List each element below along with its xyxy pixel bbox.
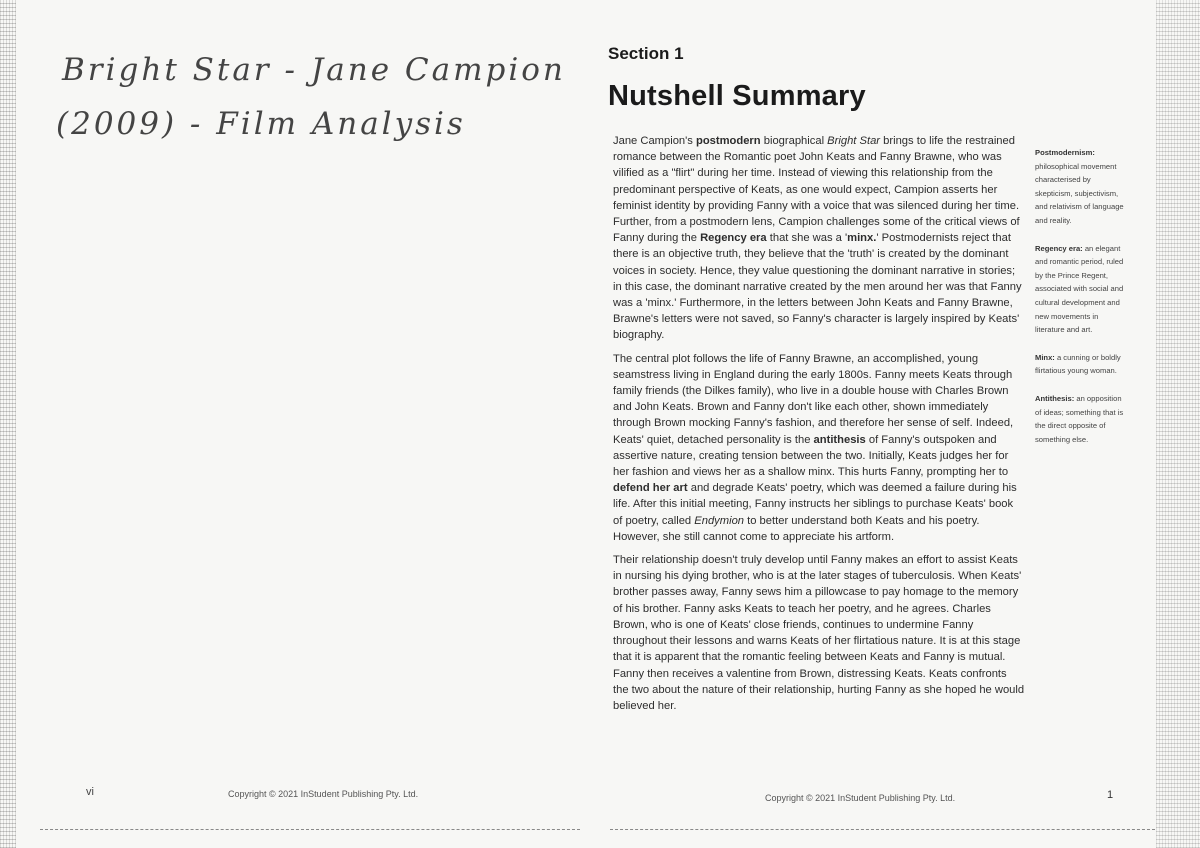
section-label: Section 1 xyxy=(608,44,684,63)
text-run: that she was a ' xyxy=(766,232,848,245)
keyword-antithesis: antithesis xyxy=(813,433,866,446)
glossary-entry-antithesis xyxy=(1035,392,1125,446)
keyword-postmodern: postmodern xyxy=(695,135,761,147)
glossary-definition: a cunning or boldly flirtatious young woman. xyxy=(1035,352,1121,376)
left-page xyxy=(0,0,590,848)
summary-paragraph-3: Their relationship doesn't truly develop until Fanny makes an effort to assist Keats in nursing his dying brother, who is at the later stages of tuberculosis. When Keats' brother passes away, Fanny sews him a pillowcase to pay homage to the memory of his brother. Fanny asks Keats to teach her poetry, and he agrees. Charles Brown, who is one of Keats' close friends, continues to undermine Fanny throughout their lessons and warns Keats of her flirtatious nature. It is at this stage that it is apparent that the romantic feeling between Keats and Fanny is mutual. Fanny then receives a valentine from Brown, distressing Keats. Keats confronts the two about the nature of their relationship, hurting Fanny as she hoped he would believed her. xyxy=(613,554,1025,712)
book-title-endymion: Endymion xyxy=(694,514,745,527)
left-page-number: vi xyxy=(86,786,94,798)
text-run: biographical xyxy=(760,135,828,147)
glossary-entry-postmodernism xyxy=(1035,146,1125,228)
glossary-sidebar xyxy=(1035,146,1125,460)
handwritten-title-line-1: Bright Star - Jane Campion xyxy=(62,52,566,88)
right-page-number: 1 xyxy=(1107,789,1114,801)
glossary-term: Antithesis: xyxy=(1035,393,1075,403)
text-run: of Fanny's outspoken and assertive nature, creating tension between the two. Initially, Keats judges her for her fashion and views her as a shallow minx. This hurts Fanny, prompting her to xyxy=(613,433,1009,479)
glossary-definition: an opposition of ideas; something that is the direct opposite of something else. xyxy=(1035,393,1124,444)
summary-paragraph-1 xyxy=(613,133,1025,344)
keyword-defend-her-art: defend her art xyxy=(613,482,688,495)
glossary-term: Minx: xyxy=(1035,352,1055,362)
left-bottom-rule xyxy=(40,829,580,830)
text-run: Jane Campion's xyxy=(613,135,696,147)
scan-edge-right xyxy=(1156,0,1200,848)
text-run: The central plot follows the life of Fanny Brawne, an accomplished, young seamstress living in England during the early 1800s. Fanny meets Keats through family friends (the Dilkes family), who live in a double house with Charles Brown and John Keats. Brown and Fanny don't like each other, shown immediately through Brown mocking Fanny's fashion, and therefore her sense of self. Indeed, Keats' quiet, detached personality is the xyxy=(613,352,1014,446)
text-run: and degrade Keats' poetry, which was deemed a failure during his life. After this initial meeting, Fanny instructs her siblings to purchase Keats' book of poetry, called xyxy=(613,482,1017,527)
page-title: Nutshell Summary xyxy=(608,80,866,112)
keyword-minx: minx. xyxy=(847,232,877,245)
glossary-definition: an elegant and romantic period, ruled by the Prince Regent, associated with social and cultural development and new movements in literature and art. xyxy=(1035,243,1124,335)
glossary-entry-minx xyxy=(1035,351,1125,378)
right-bottom-rule xyxy=(610,829,1155,830)
text-run: brings to life the restrained romance between the Romantic poet John Keats and Fanny Brawne, who was vilified as a "flirt" during her time. Instead of viewing this relationship from the predominant perspective of Keats, as one would expect, Campion asserts her feminist identity by providing Fanny with a voice that was silenced during her time. Further, from a postmodern lens, Campion challenges some of the critical views of Fanny during the xyxy=(613,135,1020,245)
summary-paragraph-2 xyxy=(613,351,1025,545)
keyword-regency-era: Regency era xyxy=(700,232,767,245)
left-copyright: Copyright © 2021 InStudent Publishing Pty. Ltd. xyxy=(228,789,419,799)
right-copyright: Copyright © 2021 InStudent Publishing Pty. Ltd. xyxy=(765,793,956,803)
right-page xyxy=(590,0,1200,848)
glossary-definition: philosophical movement characterised by skepticism, subjectivism, and relativism of language and reality. xyxy=(1035,161,1124,225)
glossary-entry-regency-era xyxy=(1035,242,1125,337)
scan-edge-left xyxy=(0,0,16,848)
text-run: to better understand both Keats and his poetry. However, she still cannot come to appreciate his artform. xyxy=(613,514,980,543)
film-title-bright-star: Bright Star xyxy=(827,135,881,147)
glossary-term: Postmodernism: xyxy=(1035,148,1095,157)
handwritten-title-line-2: (2009) - Film Analysis xyxy=(56,106,466,142)
glossary-term: Regency era: xyxy=(1035,243,1083,253)
text-run: ' Postmodernists reject that there is an objective truth, they believe that the 'truth' is created by the dominant voices in society. Hence, they value questioning the dominant narrative in stories; in this case, the dominant narrative created by the men around her was that Fanny was a 'minx.' Furthermore, in the letters between John Keats and Fanny Brawne, Brawne's letters were not saved, so Fanny's character is largely inspired by Keats' biography. xyxy=(613,232,1022,342)
summary-body xyxy=(613,133,1025,721)
